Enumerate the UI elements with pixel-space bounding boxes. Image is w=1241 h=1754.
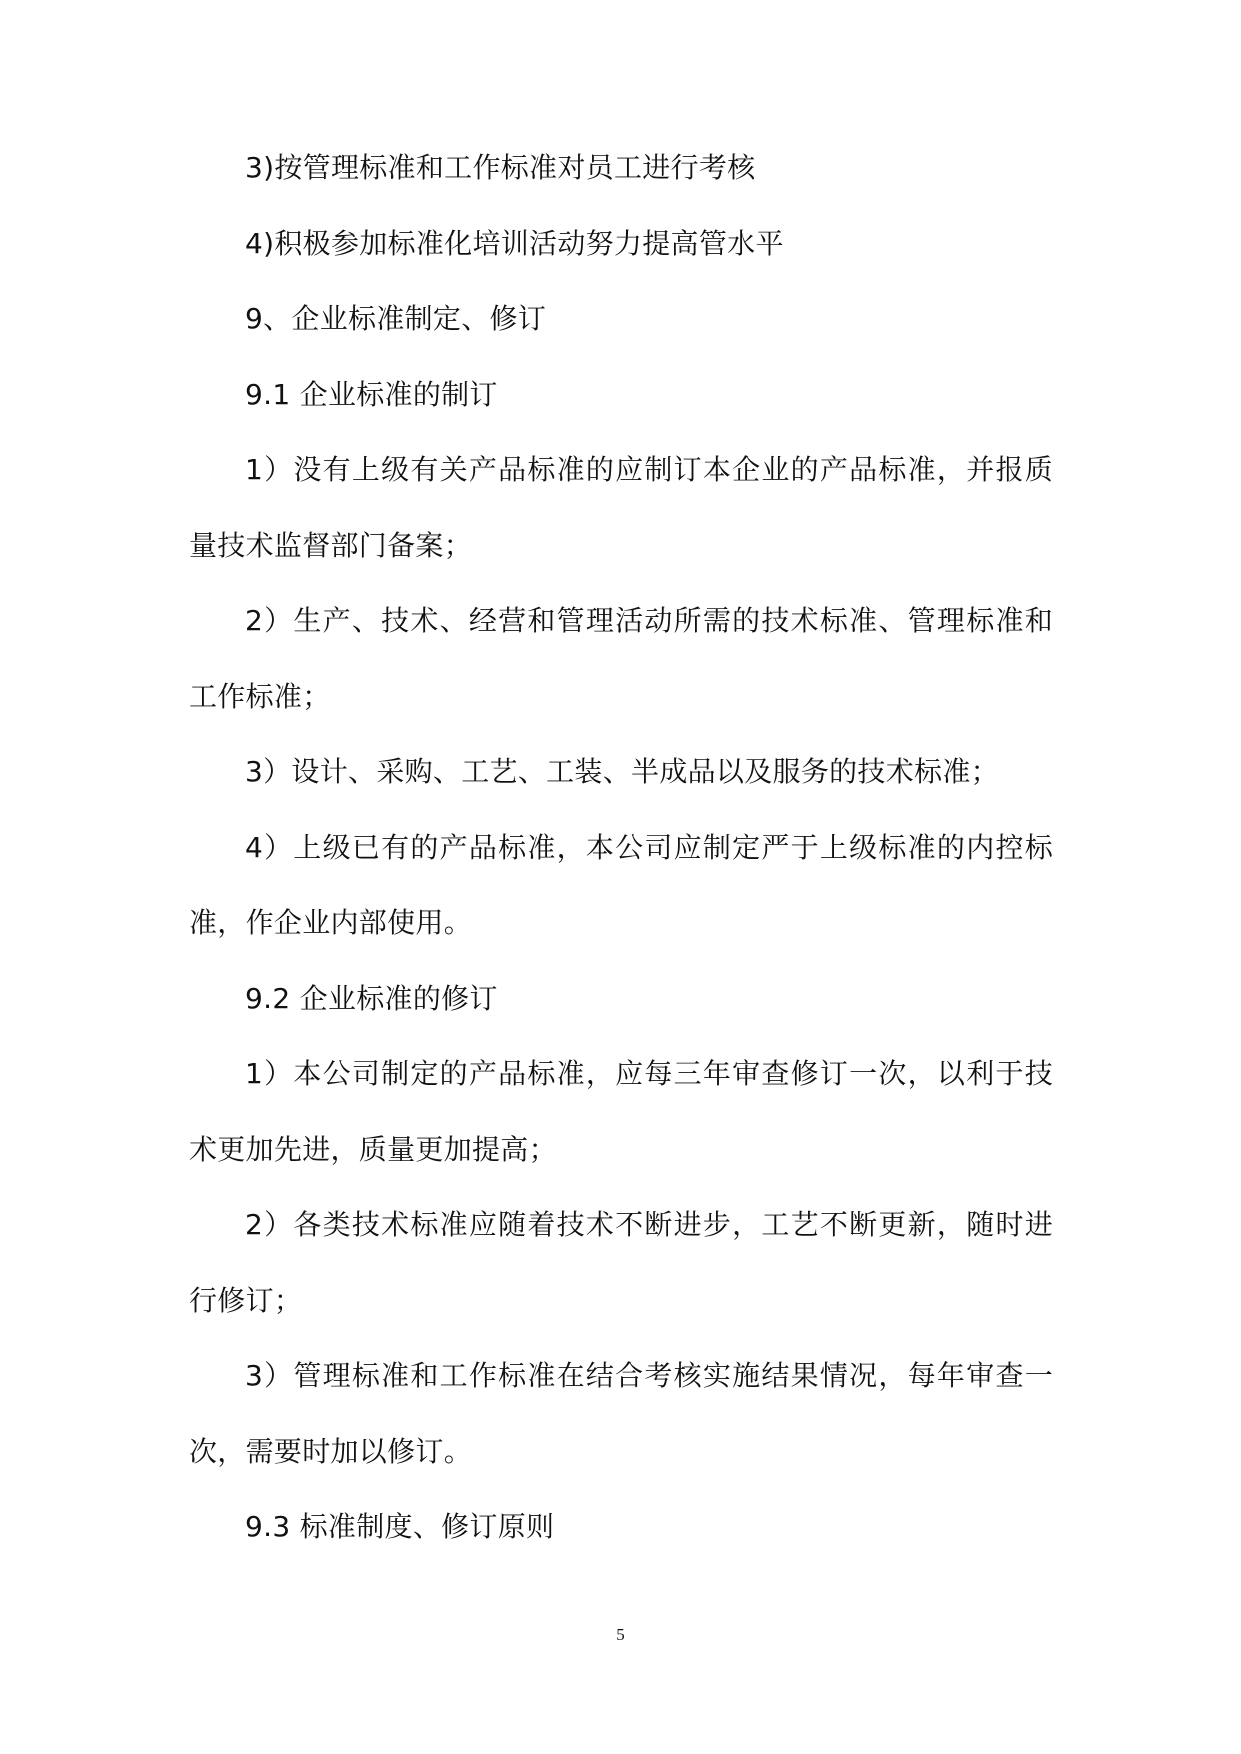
- paragraph-assessment: 3)按管理标准和工作标准对员工进行考核: [245, 151, 756, 184]
- paragraph-9-2-item-3: 3）管理标准和工作标准在结合考核实施结果情况，每年审查一次，需要时加以修订。: [189, 1359, 1053, 1468]
- paragraph-9-2-item-2: 2）各类技术标准应随着技术不断进步，工艺不断更新，随时进行修订；: [189, 1208, 1053, 1317]
- paragraph-training: 4)积极参加标准化培训活动努力提高管水平: [245, 226, 784, 260]
- paragraph-9-1-item-2: 2）生产、技术、经营和管理活动所需的技术标准、管理标准和工作标准；: [189, 604, 1053, 713]
- document-body: [189, 130, 1053, 1565]
- section-heading-9-1: 9.1 企业标准的制订: [245, 377, 498, 411]
- section-heading-9-2: 9.2 企业标准的修订: [245, 981, 498, 1015]
- paragraph-9-2-item-1: 1）本公司制定的产品标准，应每三年审查修订一次，以利于技术更加先进，质量更加提高；: [189, 1057, 1053, 1166]
- paragraph-9-1-item-4: 4）上级已有的产品标准，本公司应制定严于上级标准的内控标准，作企业内部使用。: [189, 830, 1053, 939]
- page-number: 5: [616, 1625, 625, 1644]
- paragraph-9-1-item-1: 1）没有上级有关产品标准的应制订本企业的产品标准，并报质量技术监督部门备案；: [189, 453, 1053, 562]
- section-heading-9-3: 9.3 标准制度、修订原则: [245, 1510, 555, 1543]
- paragraph-9-1-item-3: 3）设计、采购、工艺、工装、半成品以及服务的技术标准；: [245, 755, 999, 788]
- section-heading-9: 9、企业标准制定、修订: [245, 302, 547, 335]
